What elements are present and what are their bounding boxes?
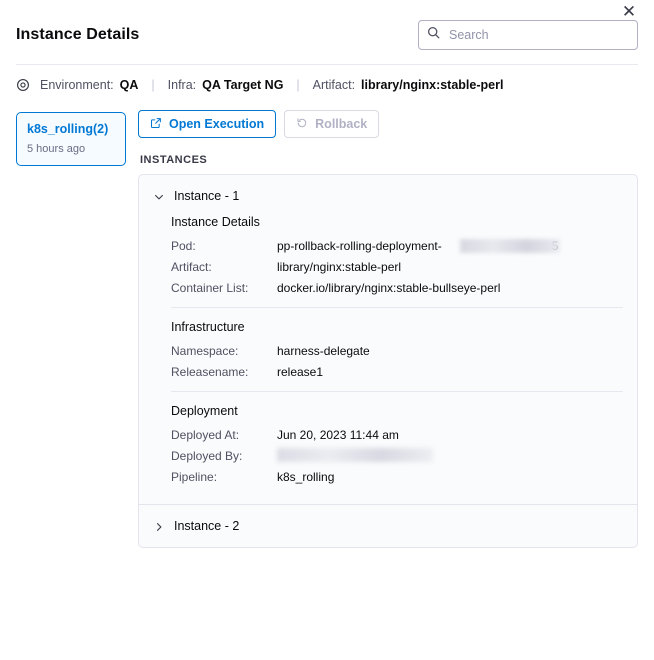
external-link-icon xyxy=(150,117,162,132)
section-divider-2 xyxy=(171,391,623,392)
instance-2-title: Instance - 2 xyxy=(174,519,240,533)
panel-header xyxy=(0,0,654,64)
detail-row-namespace xyxy=(171,343,623,359)
infrastructure-subsection xyxy=(171,320,623,380)
instance-2-header[interactable] xyxy=(139,504,637,547)
detail-key: Artifact: xyxy=(171,260,212,274)
search-icon xyxy=(427,26,440,44)
environment-label: Environment: xyxy=(40,78,114,92)
detail-value: k8s_rolling xyxy=(277,470,335,484)
instances-container xyxy=(138,174,638,548)
infrastructure-title: Infrastructure xyxy=(171,320,245,334)
detail-value: release1 xyxy=(277,365,324,379)
detail-key: Pipeline: xyxy=(171,470,218,484)
detail-value: harness-delegate xyxy=(277,344,370,358)
detail-value xyxy=(277,238,558,254)
artifact-label: Artifact: xyxy=(312,78,356,92)
detail-value xyxy=(277,448,433,464)
search-box[interactable] xyxy=(418,20,638,50)
page-title: Instance Details xyxy=(16,26,140,43)
detail-key: Container List: xyxy=(171,281,249,295)
deployment-subsection xyxy=(171,404,623,485)
search-input[interactable] xyxy=(447,27,629,43)
instance-1-title: Instance - 1 xyxy=(174,189,240,203)
instance-details-title: Instance Details xyxy=(171,215,260,229)
close-icon[interactable]: ✕ xyxy=(621,1,637,21)
instance-details-subsection xyxy=(171,215,623,296)
detail-row-pod xyxy=(171,238,623,254)
instance-1-header[interactable] xyxy=(139,175,637,215)
detail-value: Jun 20, 2023 11:44 am xyxy=(277,428,399,442)
executions-list xyxy=(0,104,136,548)
infra-label: Infra: xyxy=(167,78,197,92)
execution-time: 5 hours ago xyxy=(27,143,86,155)
detail-key: Pod: xyxy=(171,239,196,253)
detail-row-pipeline xyxy=(171,469,623,485)
artifact-value: library/nginx:stable-perl xyxy=(361,78,504,92)
rollback-button[interactable] xyxy=(284,110,379,138)
detail-key: Namespace: xyxy=(171,344,239,358)
pod-value-redacted xyxy=(460,239,560,253)
chevron-down-icon xyxy=(153,190,165,202)
open-execution-button[interactable] xyxy=(138,110,276,138)
rollback-icon xyxy=(296,117,308,132)
execution-card-k8s-rolling[interactable] xyxy=(16,112,126,166)
open-execution-label: Open Execution xyxy=(169,117,265,131)
service-icon xyxy=(16,78,30,92)
detail-key: Releasename: xyxy=(171,365,249,379)
deployment-title: Deployment xyxy=(171,404,238,418)
environment-value: QA xyxy=(119,78,139,92)
panel-body xyxy=(0,104,654,548)
instances-section-label: INSTANCES xyxy=(140,154,208,166)
meta-separator-2: | xyxy=(296,78,300,92)
execution-detail-column xyxy=(136,104,654,548)
deployed-by-redacted xyxy=(277,448,433,462)
detail-value: docker.io/library/nginx:stable-bullseye-perl xyxy=(277,281,501,295)
detail-row-releasename xyxy=(171,364,623,380)
context-meta-row xyxy=(0,65,654,104)
meta-separator-1: | xyxy=(151,78,155,92)
search-field-wrap xyxy=(418,20,638,50)
detail-row-artifact xyxy=(171,259,623,275)
execution-name: k8s_rolling(2) xyxy=(27,122,109,136)
action-row xyxy=(138,110,638,138)
pod-value-text: pp-rollback-rolling-deployment- xyxy=(277,239,442,253)
chevron-right-icon xyxy=(153,520,165,532)
section-divider-1 xyxy=(171,307,623,308)
detail-row-container-list xyxy=(171,280,623,296)
rollback-label: Rollback xyxy=(315,117,368,131)
infra-value: QA Target NG xyxy=(202,78,284,92)
detail-row-deployed-by xyxy=(171,448,623,464)
instance-1-body xyxy=(139,215,637,504)
detail-key: Deployed By: xyxy=(171,449,243,463)
detail-value: library/nginx:stable-perl xyxy=(277,260,402,274)
detail-key: Deployed At: xyxy=(171,428,240,442)
detail-row-deployed-at xyxy=(171,427,623,443)
